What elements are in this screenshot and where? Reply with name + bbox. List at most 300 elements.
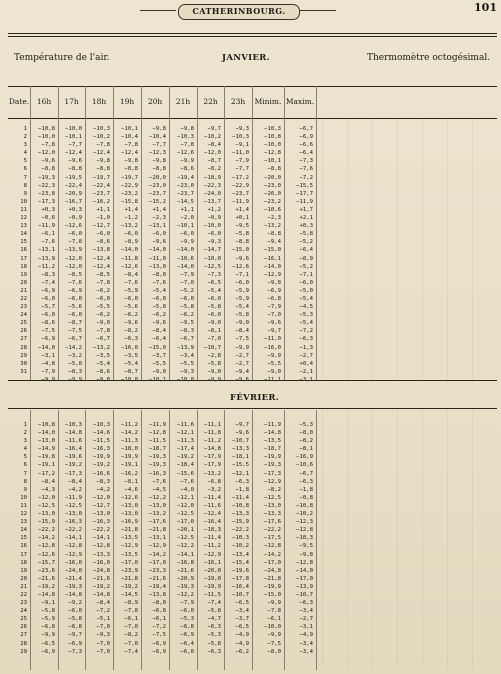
table-row [8,263,316,271]
value-cell: −8,9 [124,600,138,607]
value-cell: −13,2 [121,223,138,230]
table-row [8,421,316,429]
value-cell: −12,5 [204,263,221,270]
date-cell: 2 [23,134,27,141]
value-cell: −14,8 [264,430,281,437]
date-cell: 17 [20,255,27,262]
value-cell: −12,0 [65,263,82,270]
value-cell: −15,7 [38,559,55,566]
value-cell: −4,0 [180,486,194,493]
value-cell: −8,9 [299,255,313,262]
value-cell: −4,9 [235,632,249,639]
value-cell: −7,8 [96,328,110,335]
value-cell: −10,7 [296,591,313,598]
value-cell: −7,4 [41,279,55,286]
date-cell: 24 [20,608,27,615]
value-cell: −14,9 [38,446,55,453]
table-row [8,238,316,246]
value-cell: −14,1 [65,535,82,542]
value-cell: −17,4 [177,446,194,453]
value-cell: −8,8 [124,166,138,173]
column-header: 21h [175,97,191,106]
value-cell: +1,7 [299,206,313,213]
column-divider [316,86,317,380]
value-cell: −11,4 [204,535,221,542]
table-row [8,295,316,303]
date-cell: 9 [23,486,27,493]
value-cell: −9,1 [235,142,249,149]
value-cell: −22,9 [232,182,249,189]
value-cell: −5,8 [207,304,221,311]
value-cell: −6,9 [68,640,82,647]
table-row [8,502,316,510]
value-cell: −12,4 [93,255,110,262]
date-cell: 14 [20,527,27,534]
value-cell: −5,4 [299,295,313,302]
table-row [8,133,316,141]
value-cell: −2,3 [152,215,166,222]
date-cell: 7 [23,470,27,477]
value-cell: −12,6 [65,223,82,230]
value-cell: −12,9 [65,551,82,558]
value-cell: −13,2 [93,344,110,351]
value-cell: −7,7 [152,142,166,149]
table-row [8,534,316,542]
value-cell: −8,0 [152,600,166,607]
value-cell: −22,4 [93,182,110,189]
value-cell: −9,9 [180,239,194,246]
value-cell: −20,0 [204,567,221,574]
value-cell: −6,2 [124,312,138,319]
value-cell: −19,4 [177,174,194,181]
value-cell: −13,3 [93,551,110,558]
value-cell: −10,4 [149,134,166,141]
table-row [8,583,316,591]
value-cell: −12,9 [264,478,281,485]
value-cell: −2,7 [299,616,313,623]
value-cell: −6,0 [235,279,249,286]
value-cell: −2,8 [207,352,221,359]
value-cell: −12,0 [38,150,55,157]
value-cell: −11,5 [93,438,110,445]
value-cell: −7,7 [68,142,82,149]
column-header: 18h [91,97,107,106]
table-row [8,615,316,623]
value-cell: −12,8 [264,543,281,550]
value-cell: +1,1 [180,206,194,213]
value-cell: −12,5 [65,502,82,509]
value-cell: −8,1 [124,478,138,485]
value-cell: +1,4 [235,206,249,213]
value-cell: −8,2 [267,486,281,493]
value-cell: −1,3 [299,344,313,351]
value-cell: −6,0 [68,295,82,302]
value-cell: −19,2 [93,583,110,590]
value-cell: −7,6 [68,279,82,286]
value-cell: −17,7 [296,190,313,197]
value-cell: −12,8 [93,543,110,550]
value-cell: −4,7 [207,616,221,623]
date-cell: 9 [23,190,27,197]
value-cell: −19,2 [38,583,55,590]
value-cell: −6,9 [180,632,194,639]
table-row [8,429,316,437]
value-cell: −10,2 [296,511,313,518]
value-cell: −19,6 [232,567,249,574]
value-cell: −6,7 [299,126,313,132]
value-cell: −21,8 [121,575,138,582]
value-cell: −11,0 [149,255,166,262]
value-cell: −16,9 [121,519,138,526]
value-cell: −10,0 [204,223,221,230]
value-cell: −8,6 [180,166,194,173]
column-header: 22h [203,97,218,106]
value-cell: −7,2 [299,328,313,335]
value-cell: −5,0 [299,287,313,294]
value-cell: −15,9 [38,519,55,526]
value-cell: −8,6 [96,368,110,375]
column-header: 19h [119,97,135,106]
value-cell: −17,2 [232,174,249,181]
value-cell: −10,0 [264,624,281,631]
value-cell: −7,6 [152,279,166,286]
value-cell: −13,0 [121,511,138,518]
value-cell: −19,5 [65,174,82,181]
date-cell: 16 [20,543,27,550]
value-cell: −6,0 [180,648,194,655]
value-cell: −23,7 [177,190,194,197]
value-cell: −4,8 [41,360,55,367]
value-cell: −10,7 [232,438,249,445]
value-cell: −4,5 [299,304,313,311]
value-cell: −6,1 [152,616,166,623]
value-cell: −8,4 [152,328,166,335]
value-cell: −18,7 [264,446,281,453]
date-cell: 18 [20,263,27,270]
value-cell: −6,1 [267,616,281,623]
value-cell: −8,6 [96,239,110,246]
value-cell: −17,0 [296,575,313,582]
value-cell: −0,9 [207,215,221,222]
table-row [8,230,316,238]
value-cell: −23,7 [149,190,166,197]
value-cell: −9,6 [41,158,55,165]
value-cell: −5,9 [41,616,55,623]
value-cell: −12,4 [121,150,138,157]
value-cell: −18,0 [121,446,138,453]
column-header: Date. [8,97,30,106]
date-cell: 30 [20,360,27,367]
value-cell: −5,8 [235,231,249,238]
value-cell: −3,2 [68,352,82,359]
value-cell: −23,2 [121,190,138,197]
value-cell: −9,8 [124,158,138,165]
value-cell: −2,7 [235,352,249,359]
value-cell: −9,8 [267,279,281,286]
header-right: Thermomètre octogésimal. [367,53,491,63]
value-cell: −6,0 [68,231,82,238]
value-cell: −6,0 [124,295,138,302]
value-cell: −10,8 [38,422,55,428]
value-cell: −7,8 [68,239,82,246]
value-cell: −7,8 [180,142,194,149]
date-cell: 27 [20,336,27,343]
value-cell: −22,2 [65,527,82,534]
value-cell: −12,0 [93,494,110,501]
value-cell: −5,5 [96,304,110,311]
value-cell: −6,0 [41,295,55,302]
value-cell: −19,7 [121,174,138,181]
value-cell: −13,2 [204,470,221,477]
value-cell: −5,3 [207,632,221,639]
value-cell: −12,4 [93,150,110,157]
table-row [8,198,316,206]
value-cell: −8,7 [207,158,221,165]
value-cell: −10,4 [121,134,138,141]
value-cell: −16,4 [204,519,221,526]
table-row [8,149,316,157]
date-cell: 20 [20,575,27,582]
value-cell: −12,4 [65,150,82,157]
value-cell: −12,7 [93,502,110,509]
value-cell: −14,6 [93,430,110,437]
value-cell: −12,9 [149,543,166,550]
value-cell: −5,9 [235,287,249,294]
value-cell: −6,5 [41,640,55,647]
value-cell: −9,5 [180,320,194,327]
value-cell: −3,4 [299,608,313,615]
value-cell: −6,0 [180,231,194,238]
table-row [8,360,316,368]
value-cell: −14,1 [93,535,110,542]
value-cell: −11,9 [149,422,166,428]
value-cell: −6,9 [152,648,166,655]
value-cell: −19,9 [264,454,281,461]
value-cell: −11,2 [121,422,138,428]
value-cell: −8,0 [267,648,281,655]
date-cell: 19 [20,567,27,574]
value-cell: −6,0 [124,231,138,238]
value-cell: −14,0 [38,344,55,351]
value-cell: −10,1 [177,223,194,230]
value-cell: −6,3 [207,624,221,631]
value-cell: −11,2 [38,263,55,270]
value-cell: −8,7 [124,368,138,375]
value-cell: −10,7 [204,344,221,351]
value-cell: −9,3 [207,239,221,246]
table-row [8,461,316,469]
table-row [8,335,316,343]
value-cell: −15,6 [177,470,194,477]
value-cell: −5,4 [96,360,110,367]
value-cell: −16,0 [93,559,110,566]
value-cell: −17,5 [264,535,281,542]
value-cell: −10,3 [177,134,194,141]
value-cell: −8,5 [96,271,110,278]
value-cell: −12,8 [38,543,55,550]
value-cell: −4,3 [41,486,55,493]
value-cell: −20,9 [177,575,194,582]
value-cell: −12,6 [121,263,138,270]
value-cell: −9,6 [152,239,166,246]
value-cell: −17,6 [264,519,281,526]
value-cell: −16,4 [232,583,249,590]
value-cell: −7,2 [152,624,166,631]
value-cell: −0,8 [299,494,313,501]
value-cell: −5,9 [235,295,249,302]
date-cell: 26 [20,624,27,631]
value-cell: −9,1 [41,600,55,607]
value-cell: −9,3 [180,368,194,375]
value-cell: −13,8 [149,591,166,598]
value-cell: −13,0 [93,511,110,518]
date-cell: 13 [20,519,27,526]
value-cell: −15,0 [264,247,281,254]
value-cell: −14,0 [121,247,138,254]
value-cell: −11,4 [204,494,221,501]
value-cell: −11,3 [121,438,138,445]
value-cell: −12,0 [38,494,55,501]
value-cell: −13,2 [264,223,281,230]
value-cell: −16,1 [264,255,281,262]
date-cell: 21 [20,287,27,294]
value-cell: −9,5 [299,543,313,550]
value-cell: −5,7 [41,304,55,311]
value-cell: −3,4 [180,352,194,359]
table-row [8,591,316,599]
table-row [8,319,316,327]
value-cell: +0,3 [299,223,313,230]
value-cell: −3,7 [152,352,166,359]
date-cell: 3 [23,438,27,445]
table-row [8,182,316,190]
value-cell: −9,6 [152,320,166,327]
value-cell: −12,7 [93,223,110,230]
value-cell: −6,4 [299,247,313,254]
value-cell: −14,5 [177,198,194,205]
value-cell: −21,4 [65,575,82,582]
value-cell: −5,1 [96,616,110,623]
value-cell: −7,1 [299,271,313,278]
value-cell: −6,2 [96,312,110,319]
value-cell: −16,2 [93,198,110,205]
value-cell: −10,6 [296,462,313,469]
value-cell: −14,2 [38,535,55,542]
value-cell: −10,2 [93,134,110,141]
value-cell: −12,3 [149,150,166,157]
value-cell: −9,4 [267,239,281,246]
date-cell: 25 [20,616,27,623]
value-cell: −23,2 [264,198,281,205]
value-cell: −6,7 [96,336,110,343]
value-cell: −11,0 [232,150,249,157]
value-cell: −12,8 [296,527,313,534]
value-cell: −11,3 [177,438,194,445]
value-cell: −15,2 [149,198,166,205]
column-header: 17h [64,97,79,106]
table-row [8,453,316,461]
value-cell: −7,5 [267,640,281,647]
value-cell: −5,5 [152,360,166,367]
value-cell: −11,8 [121,255,138,262]
table-row [8,486,316,494]
date-cell: 19 [20,271,27,278]
value-cell: −2,3 [267,215,281,222]
value-cell: −19,2 [177,454,194,461]
table-row [8,575,316,583]
value-cell: −6,3 [235,478,249,485]
value-cell: −19,1 [121,462,138,469]
table-row [8,494,316,502]
value-cell: −6,0 [207,312,221,319]
column-header: 16h [36,97,52,106]
value-cell: −11,2 [204,438,221,445]
value-cell: −8,8 [267,231,281,238]
value-cell: −12,6 [38,551,55,558]
value-cell: −16,9 [296,454,313,461]
value-cell: −5,8 [41,608,55,615]
value-cell: −10,1 [264,158,281,165]
value-cell: −8,4 [68,478,82,485]
value-cell: −23,0 [264,182,281,189]
value-cell: −14,2 [65,344,82,351]
date-cell: 29 [20,648,27,655]
value-cell: −10,0 [38,134,55,141]
value-cell: −19,3 [65,583,82,590]
value-cell: −1,2 [124,215,138,222]
table-row [8,526,316,534]
value-cell: −4,9 [299,632,313,639]
date-cell: 4 [23,446,27,453]
value-cell: −6,8 [267,295,281,302]
value-cell: −5,6 [68,304,82,311]
value-cell: −8,4 [124,271,138,278]
value-cell: −7,9 [41,368,55,375]
value-cell: −6,1 [124,616,138,623]
date-cell: 24 [20,312,27,319]
value-cell: −5,4 [207,287,221,294]
date-cell: 28 [20,640,27,647]
value-cell: −11,9 [38,223,55,230]
value-cell: −6,0 [152,295,166,302]
table-row [8,327,316,335]
value-cell: −3,4 [299,648,313,655]
value-cell: −7,9 [267,304,281,311]
value-cell: −16,3 [93,519,110,526]
value-cell: −12,5 [38,502,55,509]
value-cell: −23,9 [121,567,138,574]
value-cell: −3,4 [235,608,249,615]
value-cell: −10,3 [93,126,110,132]
date-cell: 31 [20,368,27,375]
value-cell: −11,2 [204,543,221,550]
date-cell: 10 [20,198,27,205]
table-row [8,125,316,133]
table-row [8,623,316,631]
column-header: 23h [230,97,246,106]
value-cell: −13,3 [232,511,249,518]
value-cell: −7,9 [180,271,194,278]
value-cell: −5,4 [235,304,249,311]
value-cell: −8,3 [41,271,55,278]
value-cell: −13,7 [204,198,221,205]
value-cell: −4,2 [68,486,82,493]
value-cell: −6,2 [235,648,249,655]
value-cell: −24,8 [93,567,110,574]
date-cell: 22 [20,295,27,302]
value-cell: −9,5 [235,223,249,230]
value-cell: −7,9 [180,600,194,607]
